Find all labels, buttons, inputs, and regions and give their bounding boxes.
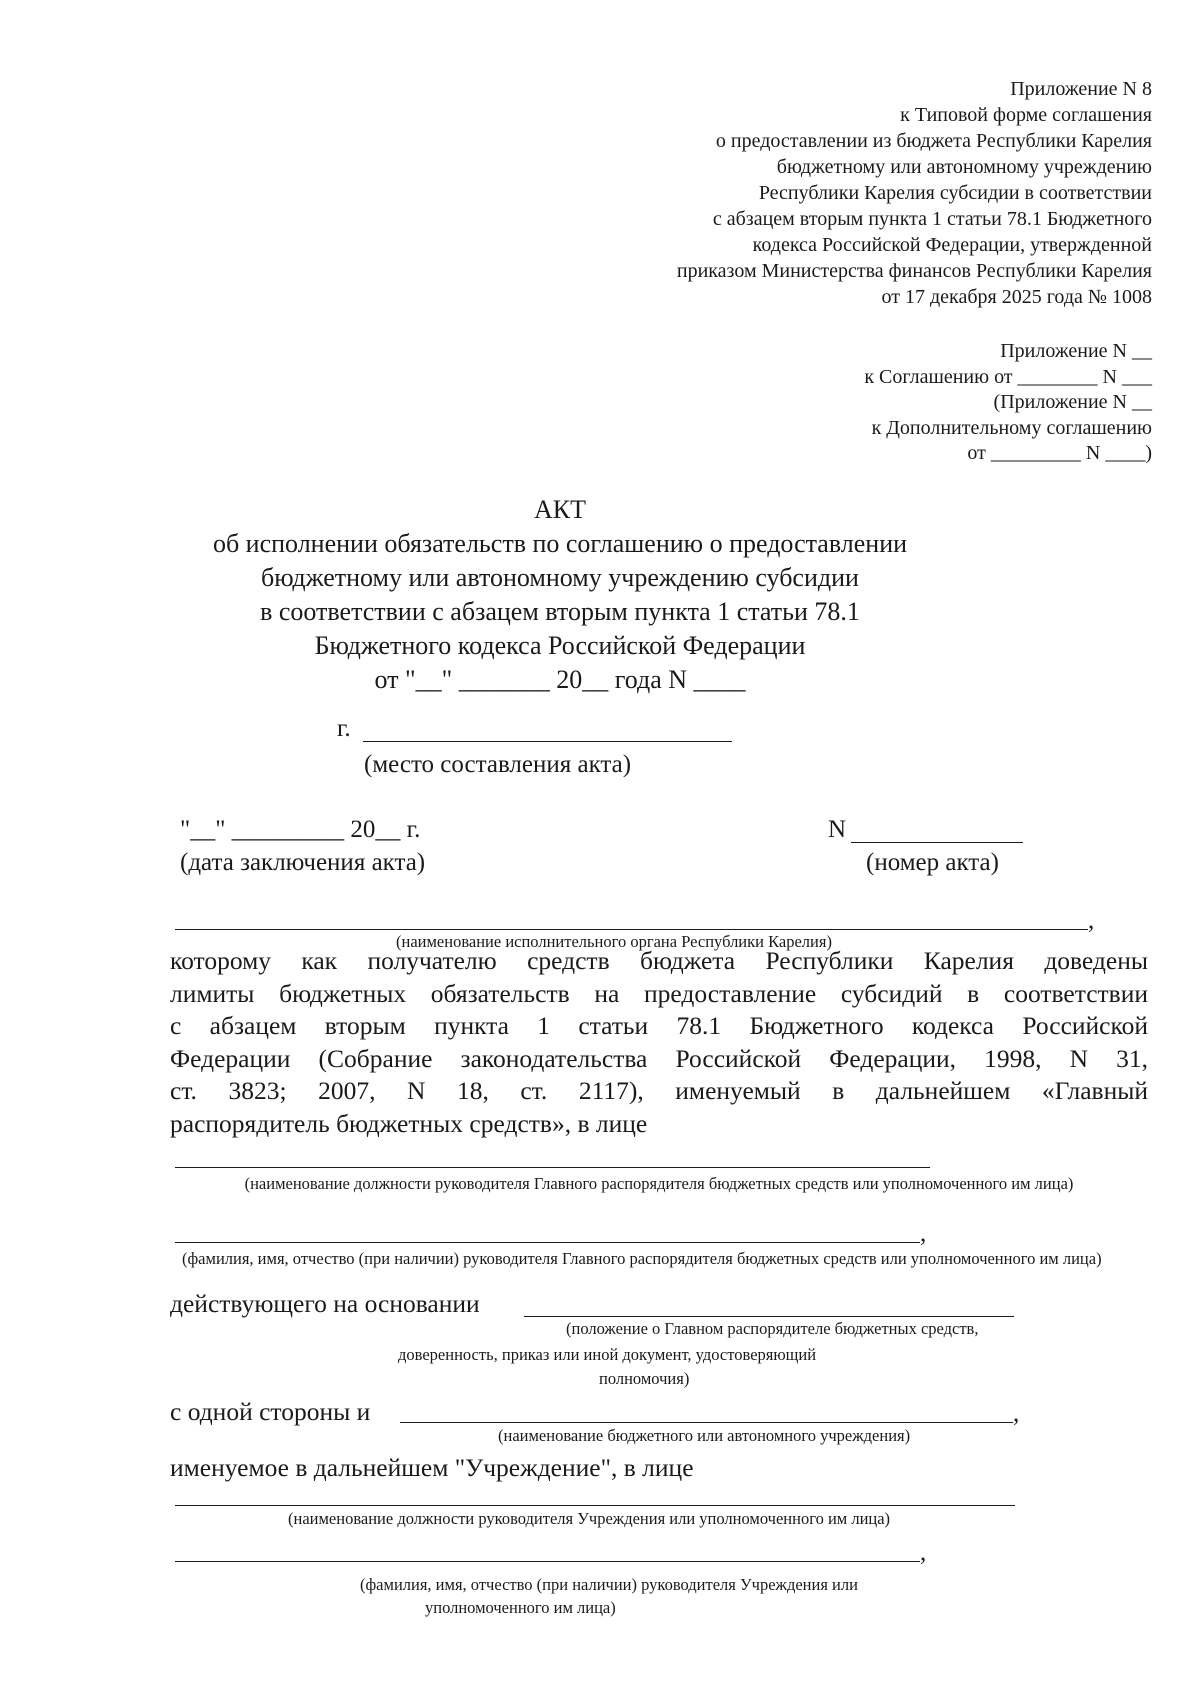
executive-body-caption: (наименование исполнительного органа Республики Карелия) bbox=[396, 932, 832, 951]
act-number-caption: (номер акта) bbox=[866, 849, 999, 876]
appendix-header bbox=[592, 76, 1152, 310]
paragraph-line: распорядитель бюджетных средств», в лице bbox=[170, 1108, 648, 1138]
act-date-field: "__" _________ 20__ г. bbox=[180, 816, 421, 843]
institution-name-comma: , bbox=[1013, 1400, 1020, 1427]
appendix-line: к Типовой форме соглашения bbox=[900, 104, 1152, 126]
appendix-line: бюджетному или автономному учреждению bbox=[776, 156, 1152, 178]
title-line: Бюджетного кодекса Российской Федерации bbox=[314, 631, 806, 660]
title-line: бюджетному или автономному учреждению субсидии bbox=[261, 563, 859, 592]
appendix-line: с абзацем вторым пункта 1 статьи 78.1 Бюджетного bbox=[712, 208, 1152, 230]
annex-line: к Дополнительному соглашению bbox=[871, 416, 1152, 439]
inst-position-caption: (наименование должности руководителя Учреждения или уполномоченного им лица) bbox=[288, 1509, 891, 1528]
appendix-line: о предоставлении из бюджета Республики Карелия bbox=[715, 130, 1152, 152]
place-field-line bbox=[363, 741, 732, 742]
title-line: от "__" _______ 20__ года N ____ bbox=[374, 665, 746, 694]
title-heading: АКТ bbox=[534, 495, 586, 524]
gr-fio-field-line bbox=[175, 1242, 920, 1243]
gr-fio-comma: , bbox=[920, 1220, 927, 1247]
title-line: в соответствии с абзацем вторым пункта 1 статьи 78.1 bbox=[260, 597, 860, 626]
one-side-label: с одной стороны и bbox=[170, 1397, 371, 1426]
gr-position-field-line bbox=[175, 1167, 930, 1168]
gr-fio-caption: (фамилия, имя, отчество (при наличии) руководителя Главного распорядителя бюджетных средств или уполномоченного им лица) bbox=[182, 1249, 1102, 1268]
executive-body-field-line bbox=[175, 929, 1088, 930]
acting-basis-label: действующего на основании bbox=[170, 1289, 480, 1318]
title-line: об исполнении обязательств по соглашению о предоставлении bbox=[212, 529, 908, 558]
annex-line: от _________ N ____) bbox=[967, 442, 1152, 464]
institution-name-field-line bbox=[400, 1422, 1013, 1423]
appendix-line: Республики Карелия субсидии в соответствии bbox=[758, 182, 1152, 204]
inst-fio-caption-line2: уполномоченного им лица) bbox=[425, 1598, 616, 1617]
act-date-caption: (дата заключения акта) bbox=[180, 849, 426, 876]
paragraph-line: с абзацем вторым пункта 1 статьи 78.1 Бюджетного кодекса Российской bbox=[170, 1011, 1148, 1040]
institution-name-caption: (наименование бюджетного или автономного учреждения) bbox=[498, 1426, 911, 1445]
paragraph-line: лимиты бюджетных обязательств на предоставление субсидий в соответствии bbox=[170, 978, 1148, 1008]
act-number-field-line bbox=[851, 842, 1023, 843]
place-prefix: г. bbox=[337, 715, 351, 742]
basis-caption-line1: (положение о Главном распорядителе бюджетных средств, bbox=[566, 1319, 979, 1338]
paragraph-line: Федерации (Собрание законодательства Российской Федерации, 1998, N 31, bbox=[170, 1043, 1148, 1073]
annex-line: (Приложение N __ bbox=[993, 391, 1152, 413]
annex-line: Приложение N __ bbox=[1000, 340, 1152, 362]
inst-fio-field-line bbox=[175, 1561, 920, 1562]
named-institution-label: именуемое в дальнейшем "Учреждение", в лице bbox=[170, 1453, 694, 1482]
paragraph-line: ст. 3823; 2007, N 18, ст. 2117), именуемый в дальнейшем «Главный bbox=[170, 1076, 1148, 1105]
basis-caption-line2: доверенность, приказ или иной документ, удостоверяющий bbox=[398, 1345, 817, 1364]
appendix-line: от 17 декабря 2025 года № 1008 bbox=[881, 286, 1152, 308]
document-title bbox=[200, 493, 920, 697]
appendix-line: Приложение N 8 bbox=[1010, 78, 1152, 100]
inst-position-field-line bbox=[175, 1505, 1015, 1506]
place-caption: (место составления акта) bbox=[364, 751, 632, 778]
inst-fio-caption-line1: (фамилия, имя, отчество (при наличии) руководителя Учреждения или bbox=[360, 1575, 858, 1594]
main-paragraph bbox=[170, 945, 1148, 1140]
annex-line: к Соглашению от ________ N ___ bbox=[864, 365, 1152, 388]
paragraph-line: которому как получателю средств бюджета Республики Карелия доведены bbox=[170, 946, 1148, 975]
agreement-annex bbox=[712, 339, 1152, 467]
appendix-line: приказом Министерства финансов Республики Карелия bbox=[676, 260, 1152, 282]
executive-body-comma: , bbox=[1088, 907, 1095, 934]
act-number-prefix: N bbox=[828, 816, 847, 843]
inst-fio-comma: , bbox=[920, 1539, 927, 1566]
gr-position-caption: (наименование должности руководителя Главного распорядителя бюджетных средств или уполномоченного им лица) bbox=[244, 1174, 1074, 1193]
acting-basis-field-line bbox=[524, 1316, 1014, 1317]
appendix-line: кодекса Российской Федерации, утвержденной bbox=[752, 234, 1152, 256]
basis-caption-line3: полномочия) bbox=[599, 1369, 690, 1388]
